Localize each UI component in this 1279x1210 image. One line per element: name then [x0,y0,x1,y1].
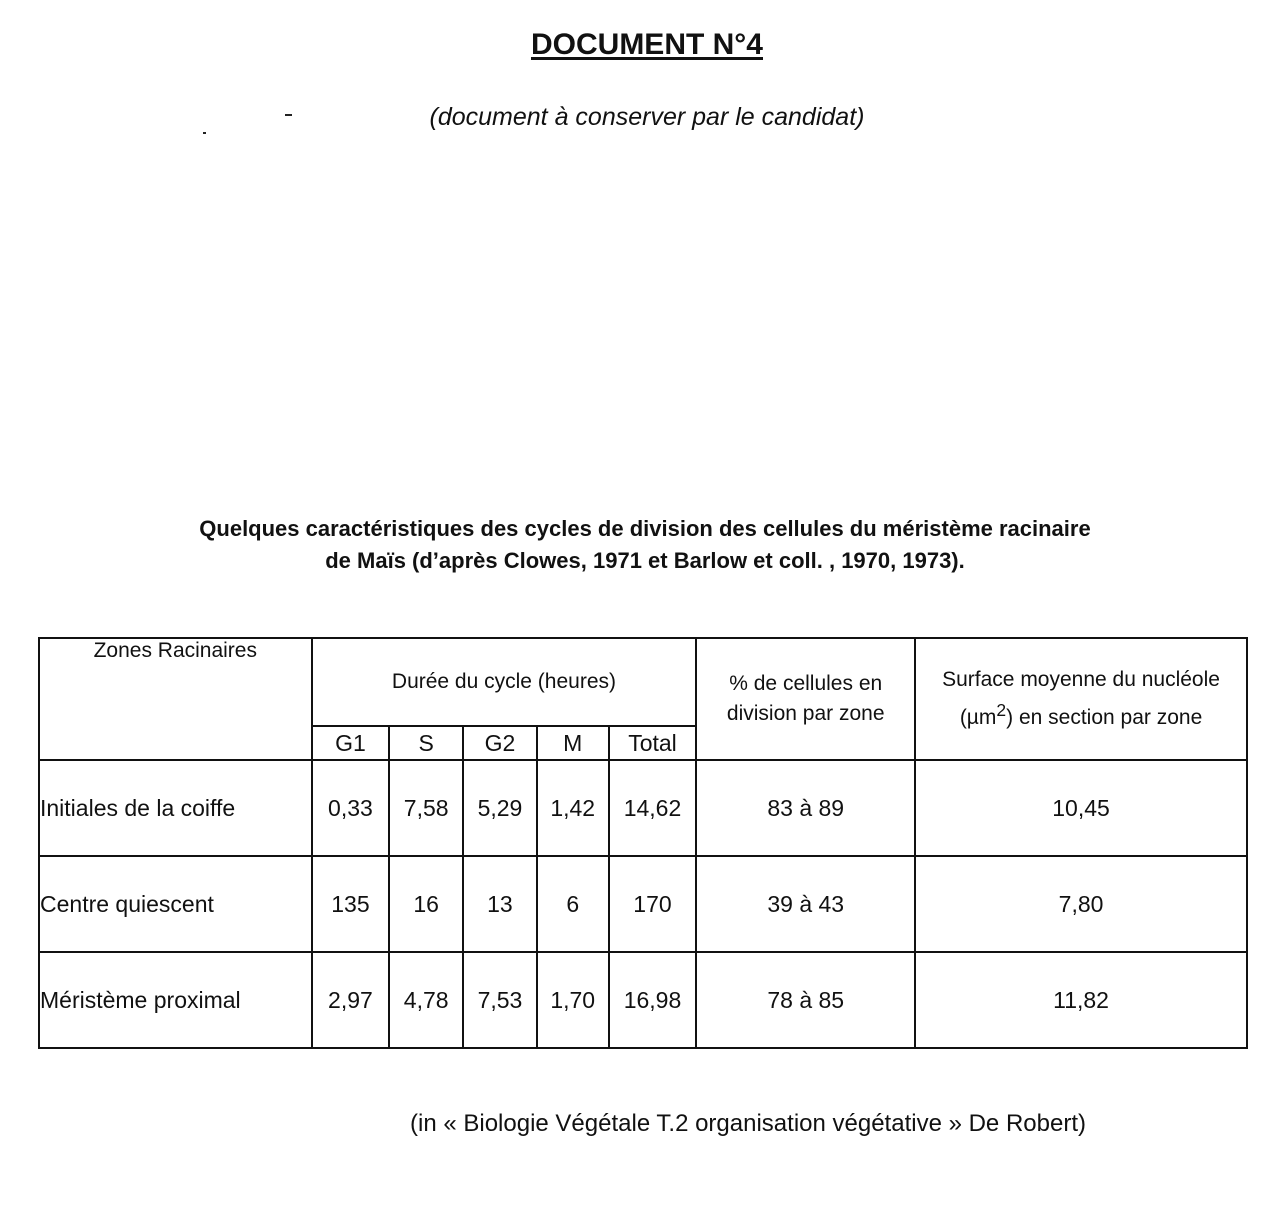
cell-cycle-table [38,637,1248,1049]
cell-g2: 13 [463,856,537,952]
table-row [39,760,1247,856]
header-cycle-duration: Durée du cycle (heures) [312,638,697,726]
cell-s: 16 [389,856,463,952]
document-subtitle: (document à conserver par le candidat) [429,103,865,131]
cell-m: 1,70 [537,952,609,1048]
header-percent-line-2: division par zone [726,702,885,725]
subheader-s: S [389,726,463,760]
cell-m: 6 [537,856,609,952]
header-percent-dividing [696,638,915,760]
cell-s: 4,78 [389,952,463,1048]
header-percent-line-1: % de cellules en [729,672,883,695]
cell-percent: 78 à 85 [696,952,915,1048]
subheader-total: Total [609,726,697,760]
scan-speck [203,132,206,134]
cell-surface: 11,82 [915,952,1247,1048]
caption-line-2: de Maïs (d’après Clowes, 1971 et Barlow et coll. , 1970, 1973). [325,548,965,573]
cell-s: 7,58 [389,760,463,856]
cell-g2: 5,29 [463,760,537,856]
header-surface-unit-prefix: (µm [959,706,997,729]
zone-name: Initiales de la coiffe [39,760,312,856]
header-surface-line-1: Surface moyenne du nucléole [942,668,1220,691]
cell-total: 16,98 [609,952,697,1048]
header-surface-exponent: 2 [996,700,1007,720]
subheader-m: M [537,726,609,760]
cell-total: 170 [609,856,697,952]
caption-line-1: Quelques caractéristiques des cycles de division des cellules du méristème racinaire [199,516,1091,541]
table-caption [0,513,1279,577]
cell-g2: 7,53 [463,952,537,1048]
cell-percent: 39 à 43 [696,856,915,952]
zone-name: Centre quiescent [39,856,312,952]
header-zones: Zones Racinaires [39,638,312,760]
table-row [39,856,1247,952]
header-surface-line-2: ) en section par zone [1006,706,1203,729]
header-nucleolus-surface [915,638,1247,760]
zone-name: Méristème proximal [39,952,312,1048]
cell-m: 1,42 [537,760,609,856]
scan-speck [285,114,292,116]
subheader-g2: G2 [463,726,537,760]
cell-surface: 10,45 [915,760,1247,856]
subheader-g1: G1 [312,726,390,760]
cell-percent: 83 à 89 [696,760,915,856]
cell-total: 14,62 [609,760,697,856]
cell-g1: 135 [312,856,390,952]
cell-g1: 2,97 [312,952,390,1048]
source-citation: (in « Biologie Végétale T.2 organisation végétative » De Robert) [410,1110,1086,1137]
table-row [39,952,1247,1048]
cell-surface: 7,80 [915,856,1247,952]
document-title: DOCUMENT N°4 [530,28,763,61]
cell-g1: 0,33 [312,760,390,856]
